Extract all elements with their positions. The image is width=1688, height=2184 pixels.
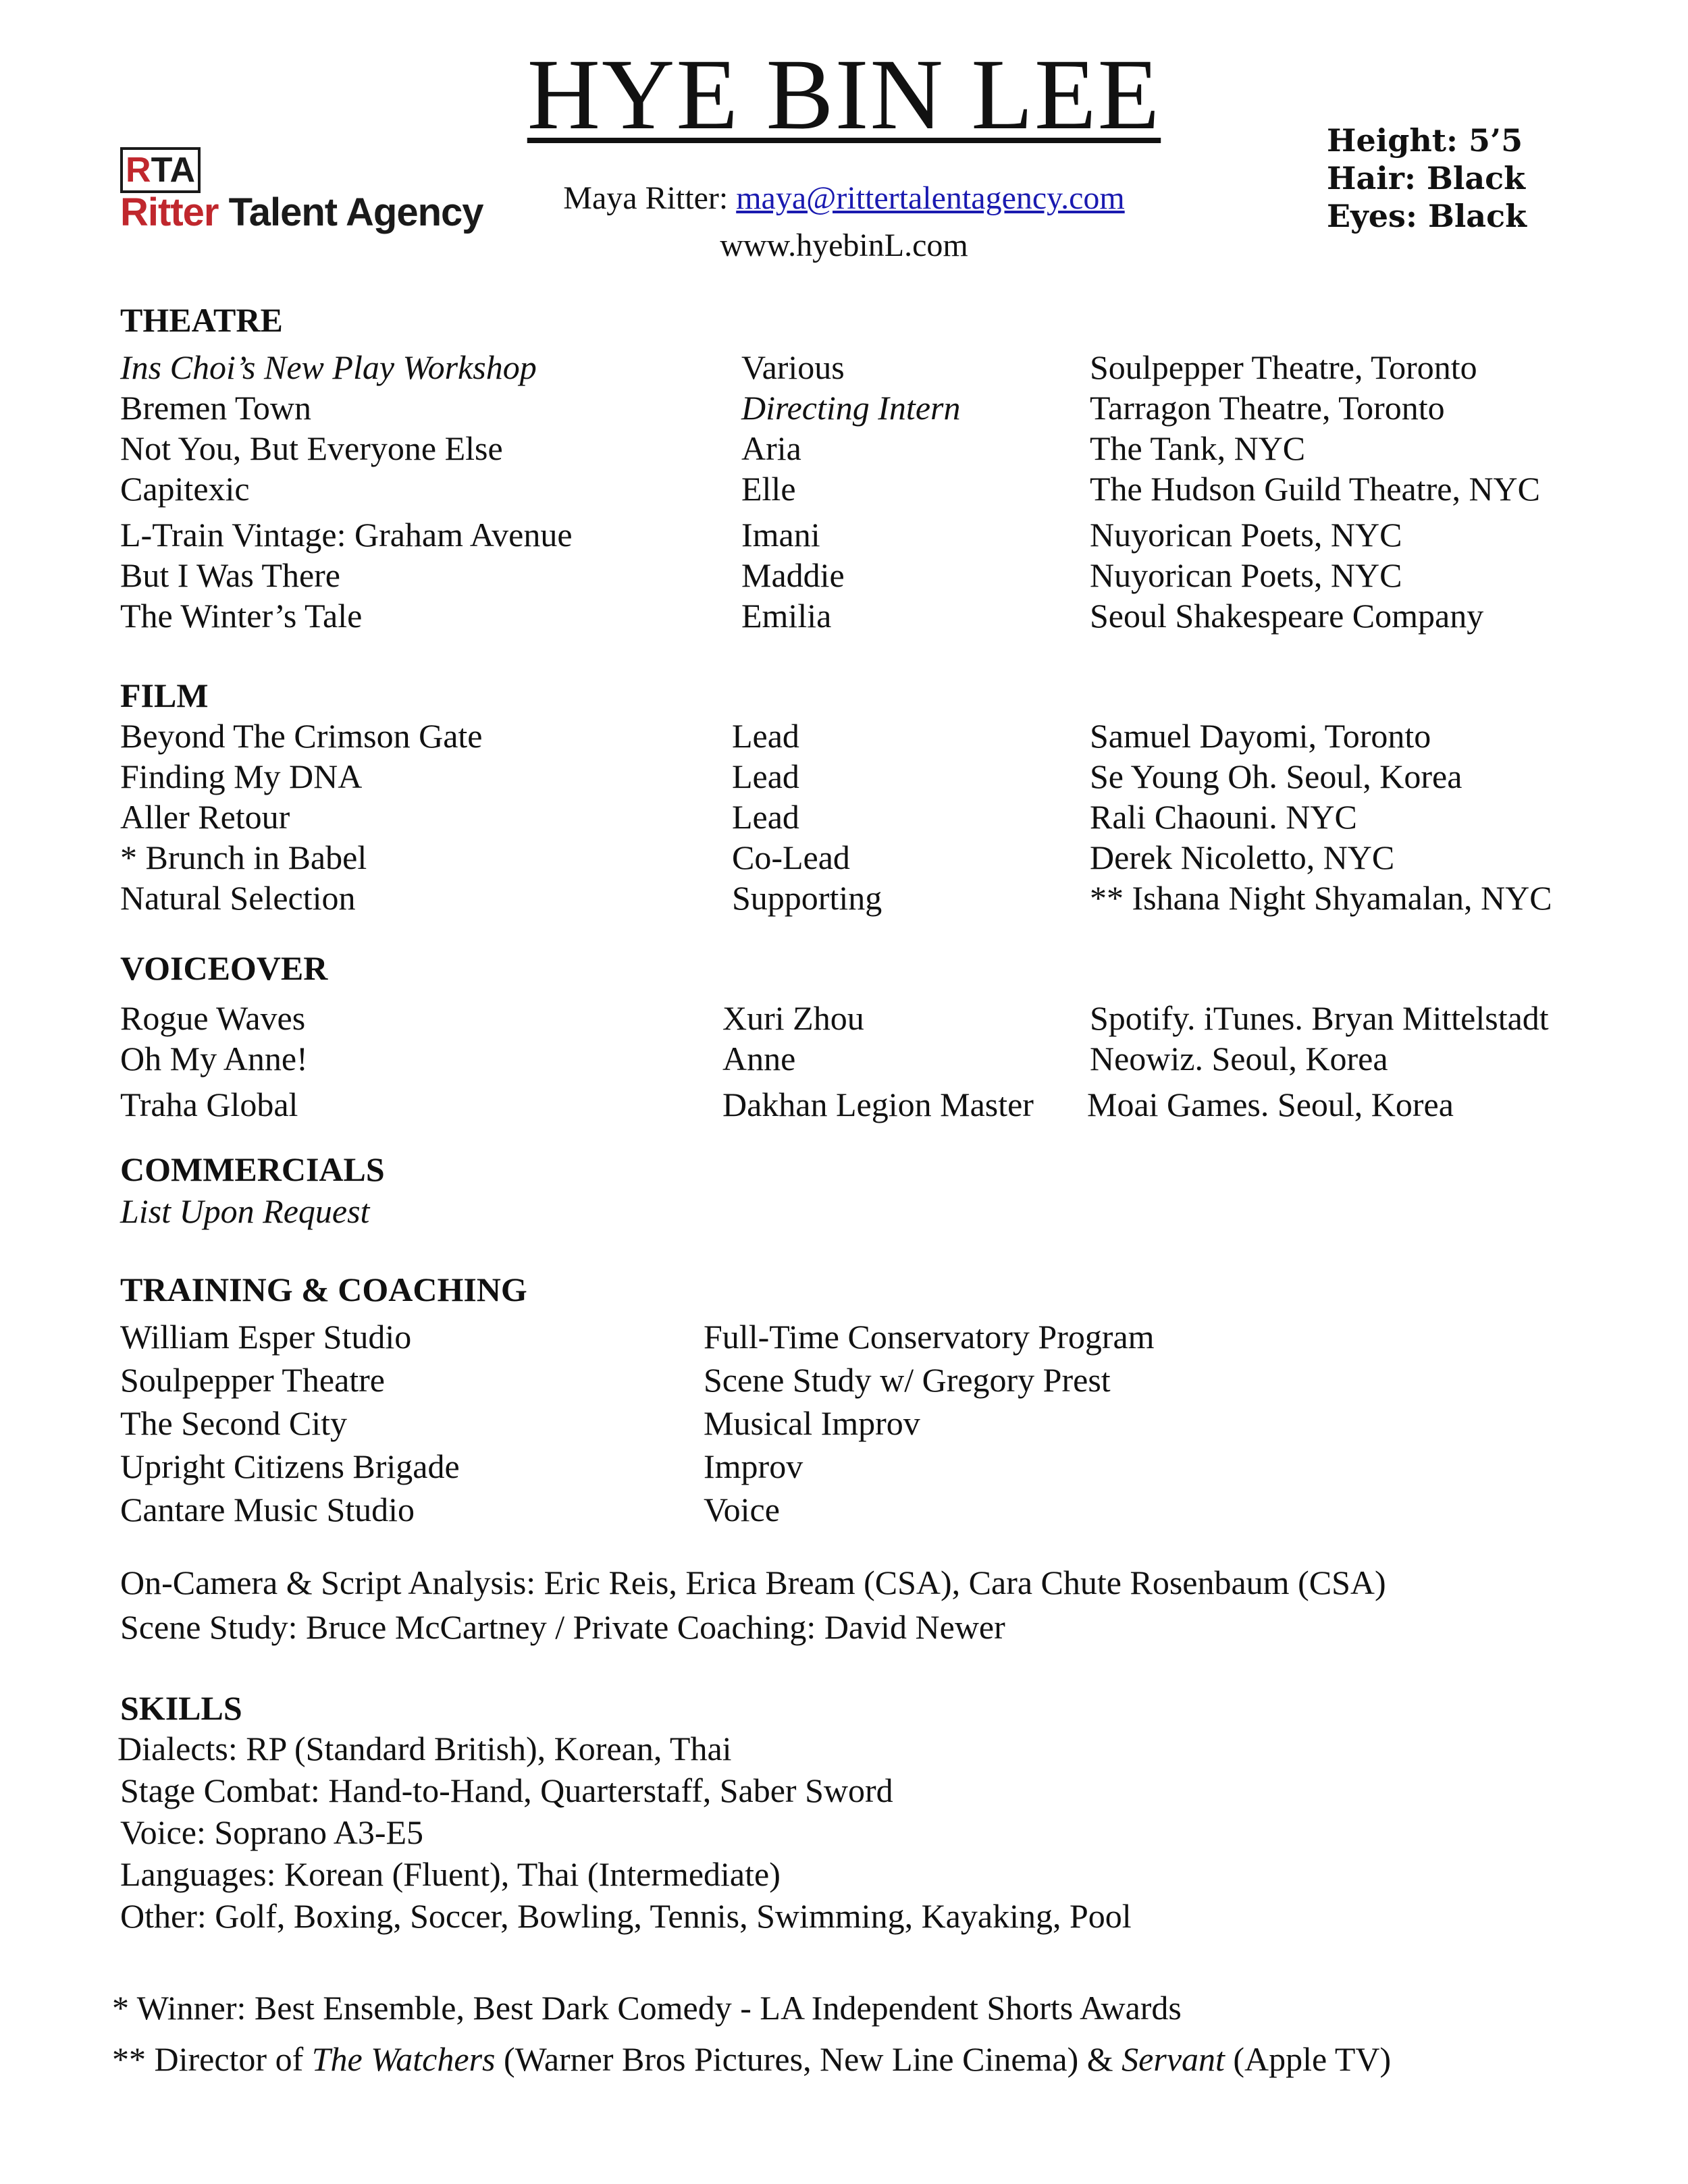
agency-logo-name: Ritter Talent Agency [120, 190, 483, 234]
credit-role: Xuri Zhou [722, 999, 864, 1037]
credit-title: Bremen Town [120, 389, 312, 427]
training-program: Musical Improv [704, 1404, 920, 1442]
credit-role: Dakhan Legion Master [722, 1086, 1034, 1123]
credit-company: Spotify. iTunes. Bryan Mittelstadt [1090, 999, 1549, 1037]
training-program: Improv [704, 1447, 803, 1485]
credit-director: Derek Nicoletto, NYC [1090, 838, 1395, 876]
section-heading-skills: SKILLS [120, 1689, 242, 1727]
credit-venue: The Hudson Guild Theatre, NYC [1090, 470, 1541, 508]
credit-company: Moai Games. Seoul, Korea [1087, 1086, 1454, 1123]
credit-venue: Tarragon Theatre, Toronto [1090, 389, 1445, 427]
training-program: Full-Time Conservatory Program [704, 1318, 1155, 1356]
credit-title: Traha Global [120, 1086, 298, 1123]
credit-venue: Nuyorican Poets, NYC [1090, 556, 1402, 594]
skill-line: Stage Combat: Hand-to-Hand, Quarterstaff, Saber Sword [120, 1772, 893, 1809]
footnote-director: ** Director of The Watchers (Warner Bros Pictures, New Line Cinema) & Servant (Apple TV) [112, 2040, 1392, 2078]
stat-hair: Hair: Black [1327, 160, 1526, 196]
credit-title: Not You, But Everyone Else [120, 429, 503, 467]
website: www.hyebinL.com [720, 228, 968, 263]
credit-title: Rogue Waves [120, 999, 306, 1037]
credit-title: Beyond The Crimson Gate [120, 717, 483, 755]
training-school: William Esper Studio [120, 1318, 412, 1356]
skill-line: Other: Golf, Boxing, Soccer, Bowling, Tennis, Swimming, Kayaking, Pool [120, 1897, 1132, 1935]
credit-title: Natural Selection [120, 879, 356, 917]
credit-director: ** Ishana Night Shyamalan, NYC [1090, 879, 1552, 917]
credit-role: Supporting [732, 879, 882, 917]
credit-title: Oh My Anne! [120, 1040, 308, 1077]
section-heading-film: FILM [120, 676, 209, 714]
credit-venue: Soulpepper Theatre, Toronto [1090, 348, 1477, 386]
agent-email-link[interactable]: maya@rittertalentagency.com [736, 180, 1125, 216]
credit-director: Se Young Oh. Seoul, Korea [1090, 757, 1462, 795]
skill-line: Dialects: RP (Standard British), Korean, Thai [117, 1730, 732, 1767]
credit-title: L-Train Vintage: Graham Avenue [120, 516, 573, 554]
agency-logo-mark: RTA [120, 147, 201, 193]
credit-role: Directing Intern [741, 389, 961, 427]
section-heading-theatre: THEATRE [120, 301, 283, 339]
skill-line: Voice: Soprano A3-E5 [120, 1813, 424, 1851]
credit-role: Co-Lead [732, 838, 850, 876]
agent-label: Maya Ritter: [563, 180, 737, 216]
credit-title: * Brunch in Babel [120, 838, 367, 876]
credit-title: Capitexic [120, 470, 250, 508]
credit-role: Imani [741, 516, 820, 554]
skill-line: Languages: Korean (Fluent), Thai (Intermediate) [120, 1855, 781, 1893]
credit-role: Emilia [741, 597, 832, 635]
credit-title: Finding My DNA [120, 757, 363, 795]
stat-eyes: Eyes: Black [1327, 198, 1527, 234]
training-program: Scene Study w/ Gregory Prest [704, 1361, 1111, 1399]
credit-title: Aller Retour [120, 798, 290, 836]
actor-name: HYE BIN LEE [527, 38, 1161, 151]
training-extra-line: Scene Study: Bruce McCartney / Private Coaching: David Newer [120, 1608, 1005, 1646]
credit-title: But I Was There [120, 556, 341, 594]
section-heading-voiceover: VOICEOVER [120, 949, 328, 987]
training-extra-line: On-Camera & Script Analysis: Eric Reis, Erica Bream (CSA), Cara Chute Rosenbaum (CSA) [120, 1564, 1386, 1601]
footnote-award: * Winner: Best Ensemble, Best Dark Comedy - LA Independent Shorts Awards [112, 1989, 1182, 2027]
credit-role: Various [741, 348, 845, 386]
credit-director: Samuel Dayomi, Toronto [1090, 717, 1431, 755]
training-school: Upright Citizens Brigade [120, 1447, 460, 1485]
credit-role: Lead [732, 798, 799, 836]
training-program: Voice [704, 1491, 780, 1528]
credit-director: Rali Chaouni. NYC [1090, 798, 1357, 836]
credit-title: The Winter’s Tale [120, 597, 363, 635]
credit-venue: Seoul Shakespeare Company [1090, 597, 1484, 635]
section-heading-commercials: COMMERCIALS [120, 1150, 385, 1188]
credit-venue: Nuyorican Poets, NYC [1090, 516, 1402, 554]
credit-venue: The Tank, NYC [1090, 429, 1306, 467]
credit-role: Lead [732, 757, 799, 795]
section-heading-training: TRAINING & COACHING [120, 1271, 527, 1308]
commercials-note: List Upon Request [120, 1192, 370, 1230]
credit-role: Aria [741, 429, 801, 467]
credit-company: Neowiz. Seoul, Korea [1090, 1040, 1388, 1077]
stat-height: Height: 5’5 [1327, 122, 1523, 159]
credit-role: Elle [741, 470, 796, 508]
credit-role: Maddie [741, 556, 845, 594]
training-school: The Second City [120, 1404, 348, 1442]
training-school: Soulpepper Theatre [120, 1361, 385, 1399]
credit-title: Ins Choi’s New Play Workshop [120, 348, 537, 386]
credit-role: Lead [732, 717, 799, 755]
credit-role: Anne [722, 1040, 796, 1077]
training-school: Cantare Music Studio [120, 1491, 415, 1528]
